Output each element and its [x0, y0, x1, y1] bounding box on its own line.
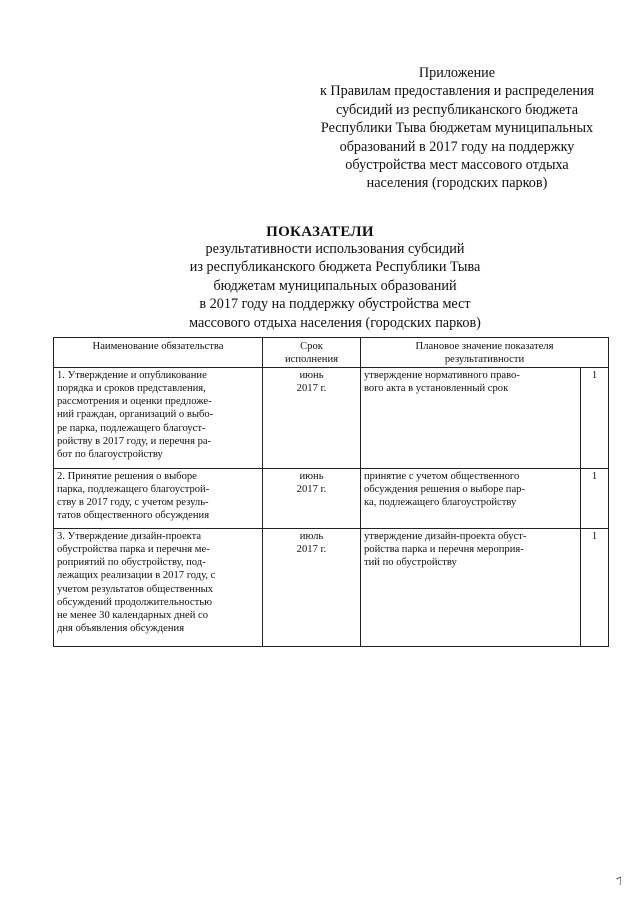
cell-line: обустройства парка и перечня ме- — [57, 544, 210, 556]
row-name-cell — [54, 529, 263, 647]
header-value-line: Плановое значение показателя — [415, 341, 554, 352]
row-name-cell — [54, 469, 263, 529]
cell-line: лежащих реализации в 2017 году, с — [57, 570, 216, 582]
cell-line: ка, подлежащего благоустройству — [364, 497, 517, 509]
appendix-line: к Правилам предоставления и распределения — [319, 83, 595, 100]
header-term-line: исполнения — [284, 354, 339, 366]
indicators-table — [53, 337, 609, 647]
header-name — [54, 338, 263, 368]
cell-line: 1. Утверждение и опубликование — [57, 370, 207, 382]
row-name-cell — [54, 368, 263, 469]
cell-line: роприятий по обустройству, под- — [57, 557, 206, 569]
cell-line: татов общественного обсуждения — [57, 510, 210, 522]
cell-line: ре парка, подлежащего благоуст- — [57, 422, 206, 434]
appendix-line: населения (городских парков) — [366, 175, 548, 192]
cell-line: порядка и сроков представления, — [57, 383, 206, 395]
cell-line: 2017 г. — [296, 544, 327, 556]
appendix-line: обустройства мест массового отдыха — [345, 157, 569, 174]
row-term-cell — [263, 469, 361, 529]
cell-line: июнь — [299, 471, 324, 483]
table-row — [54, 469, 609, 529]
cell-line: ству в 2017 году, с учетом резуль- — [57, 497, 209, 509]
row-number-cell: 1 — [581, 529, 609, 647]
cell-line: парка, подлежащего благоустрой- — [57, 484, 210, 496]
subtitle-line: в 2017 году на поддержку обустройства мест — [199, 296, 471, 313]
header-name-text: Наименование обязательства — [92, 341, 224, 352]
row-number-cell: 1 — [581, 368, 609, 469]
appendix-line: Республики Тыва бюджетам муниципальных — [320, 120, 594, 137]
page-corner-mark: 7 — [614, 873, 626, 889]
row-value-cell — [361, 529, 581, 647]
cell-line: ройству в 2017 году, и перечня ра- — [57, 435, 212, 447]
document-title: ПОКАЗАТЕЛИ — [266, 224, 374, 240]
table-row — [54, 529, 609, 647]
table-header-row — [54, 338, 609, 368]
row-value-cell — [361, 469, 581, 529]
row-term-cell — [263, 529, 361, 647]
cell-line: вого акта в установленный срок — [364, 383, 509, 395]
document-subtitle — [120, 240, 550, 332]
cell-line: обсуждения решения о выборе пар- — [364, 484, 525, 496]
cell-line: 2017 г. — [296, 383, 327, 395]
cell-line: бот по благоустройству — [57, 448, 163, 460]
cell-line: обсуждений продолжительностью — [57, 596, 213, 608]
subtitle-line: массового отдыха населения (городских парков) — [189, 314, 481, 331]
cell-line: ний граждан, организаций о выбо- — [57, 409, 214, 421]
subtitle-line: результативности использования субсидий — [205, 241, 465, 257]
appendix-line: Приложение — [418, 65, 496, 81]
cell-line: утверждение дизайн-проекта обуст- — [364, 531, 527, 543]
header-term — [263, 338, 361, 368]
cell-line: 2. Принятие решения о выборе — [57, 471, 197, 483]
header-value-line: результативности — [444, 354, 525, 366]
subtitle-line: бюджетам муниципальных образований — [213, 277, 457, 294]
cell-line: утверждение нормативного право- — [364, 370, 520, 382]
cell-line: июнь — [299, 370, 324, 382]
header-term-line: Срок — [300, 341, 323, 352]
cell-line: ройства парка и перечня мероприя- — [364, 544, 524, 556]
cell-line: не менее 30 календарных дней со — [57, 609, 209, 621]
cell-line: 3. Утверждение дизайн-проекта — [57, 531, 202, 543]
appendix-block — [300, 64, 614, 193]
row-number-cell: 1 — [581, 469, 609, 529]
cell-line: принятие с учетом общественного — [364, 471, 520, 483]
cell-line: тий по обустройству — [364, 557, 457, 569]
cell-line: 2017 г. — [296, 484, 327, 496]
subtitle-line: из республиканского бюджета Республики Тыва — [189, 259, 481, 276]
cell-line: рассмотрения и оценки предложе- — [57, 396, 212, 408]
cell-line: дня объявления обсуждения — [57, 622, 185, 634]
header-value — [361, 338, 609, 368]
row-term-cell — [263, 368, 361, 469]
cell-line: учетом результатов общественных — [57, 583, 214, 595]
cell-line: июль — [299, 531, 324, 543]
table-row — [54, 368, 609, 469]
appendix-line: субсидий из республиканского бюджета — [335, 101, 579, 118]
row-value-cell — [361, 368, 581, 469]
appendix-line: образований в 2017 году на поддержку — [339, 138, 575, 155]
